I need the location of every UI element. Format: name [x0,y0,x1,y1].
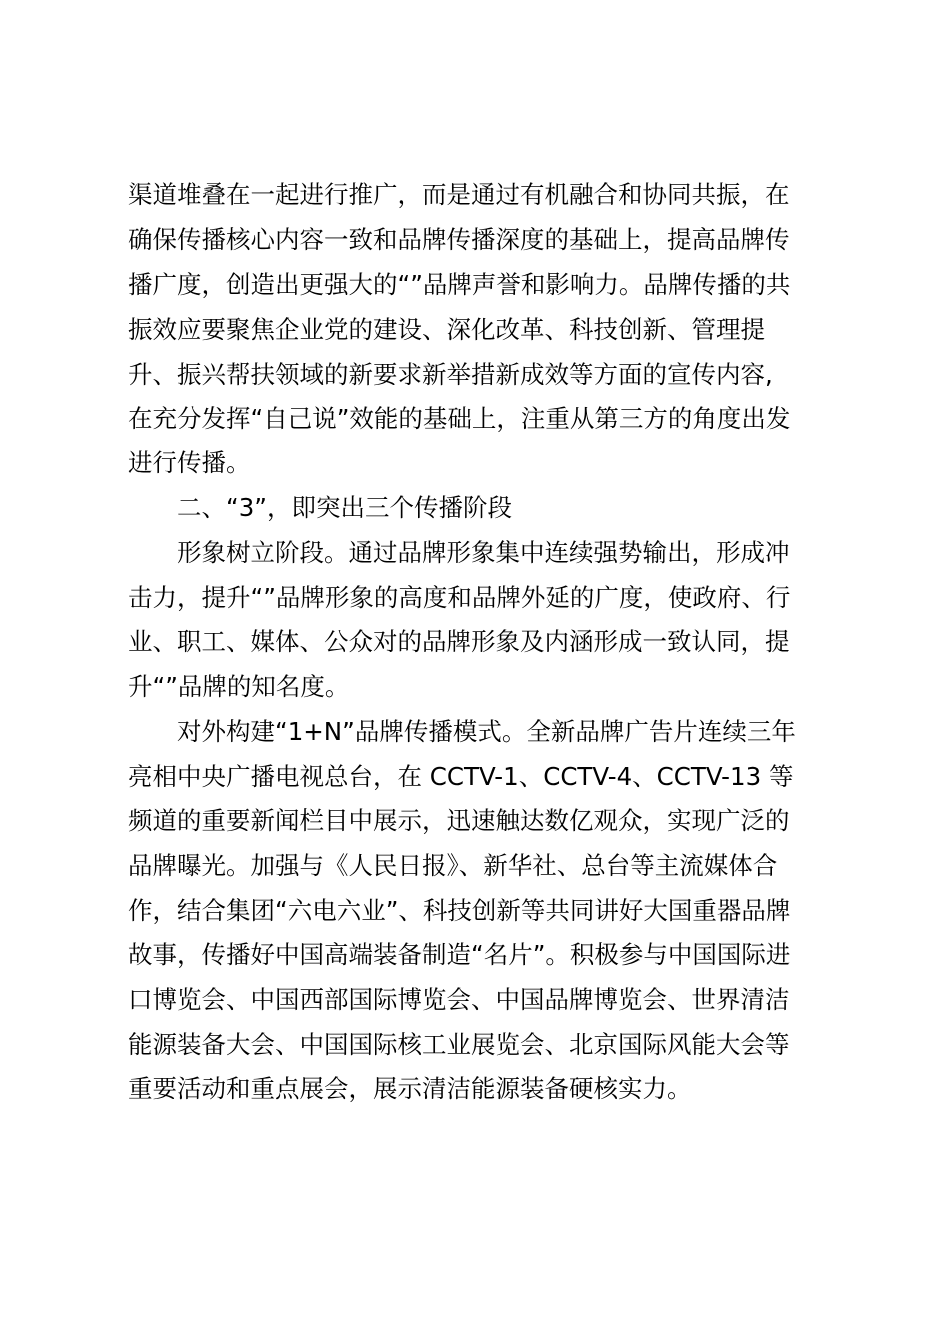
body-text-line: 升“”品牌的知名度。 [128,672,350,701]
body-text-line: 形象树立阶段。通过品牌形象集中连续强势输出，形成冲 [177,538,790,567]
section-heading: 二、“3”，即突出三个传播阶段 [177,493,512,522]
body-text-line: 对外构建“1+N”品牌传播模式。全新品牌广告片连续三年 [177,717,796,746]
body-text-line: 重要活动和重点展会，展示清洁能源装备硬核实力。 [128,1074,692,1103]
body-text-line: 业、职工、媒体、公众对的品牌形象及内涵形成一致认同，提 [128,627,790,656]
body-text-line: 品牌曝光。加强与《人民日报》、新华社、总台等主流媒体合 [128,851,778,880]
body-text-line: 口博览会、中国西部国际博览会、中国品牌博览会、世界清洁 [128,985,790,1014]
body-text-line: 亮相中央广播电视总台，在 CCTV-1、CCTV-4、CCTV-13 等 [128,762,794,791]
body-text-line: 能源装备大会、中国国际核工业展览会、北京国际风能大会等 [128,1030,790,1059]
body-text-line: 渠道堆叠在一起进行推广，而是通过有机融合和协同共振，在 [128,180,790,209]
body-text-line: 升、振兴帮扶领域的新要求新举措新成效等方面的宣传内容, [128,360,773,389]
body-text-line: 播广度，创造出更强大的“”品牌声誉和影响力。品牌传播的共 [128,270,791,299]
body-text-line: 故事，传播好中国高端装备制造“名片”。积极参与中国国际进 [128,940,791,969]
body-text-line: 作，结合集团“六电六业”、科技创新等共同讲好大国重器品牌 [128,896,791,925]
body-text-line: 击力，提升“”品牌形象的高度和品牌外延的广度，使政府、行 [128,583,791,612]
body-text-line: 进行传播。 [128,448,251,477]
body-text-line: 振效应要聚焦企业党的建设、深化改革、科技创新、管理提 [128,315,765,344]
body-text-line: 频道的重要新闻栏目中展示，迅速触达数亿观众，实现广泛的 [128,806,790,835]
body-text-line: 在充分发挥“自己说”效能的基础上，注重从第三方的角度出发 [128,404,791,433]
body-text-line: 确保传播核心内容一致和品牌传播深度的基础上，提高品牌传 [128,225,790,254]
